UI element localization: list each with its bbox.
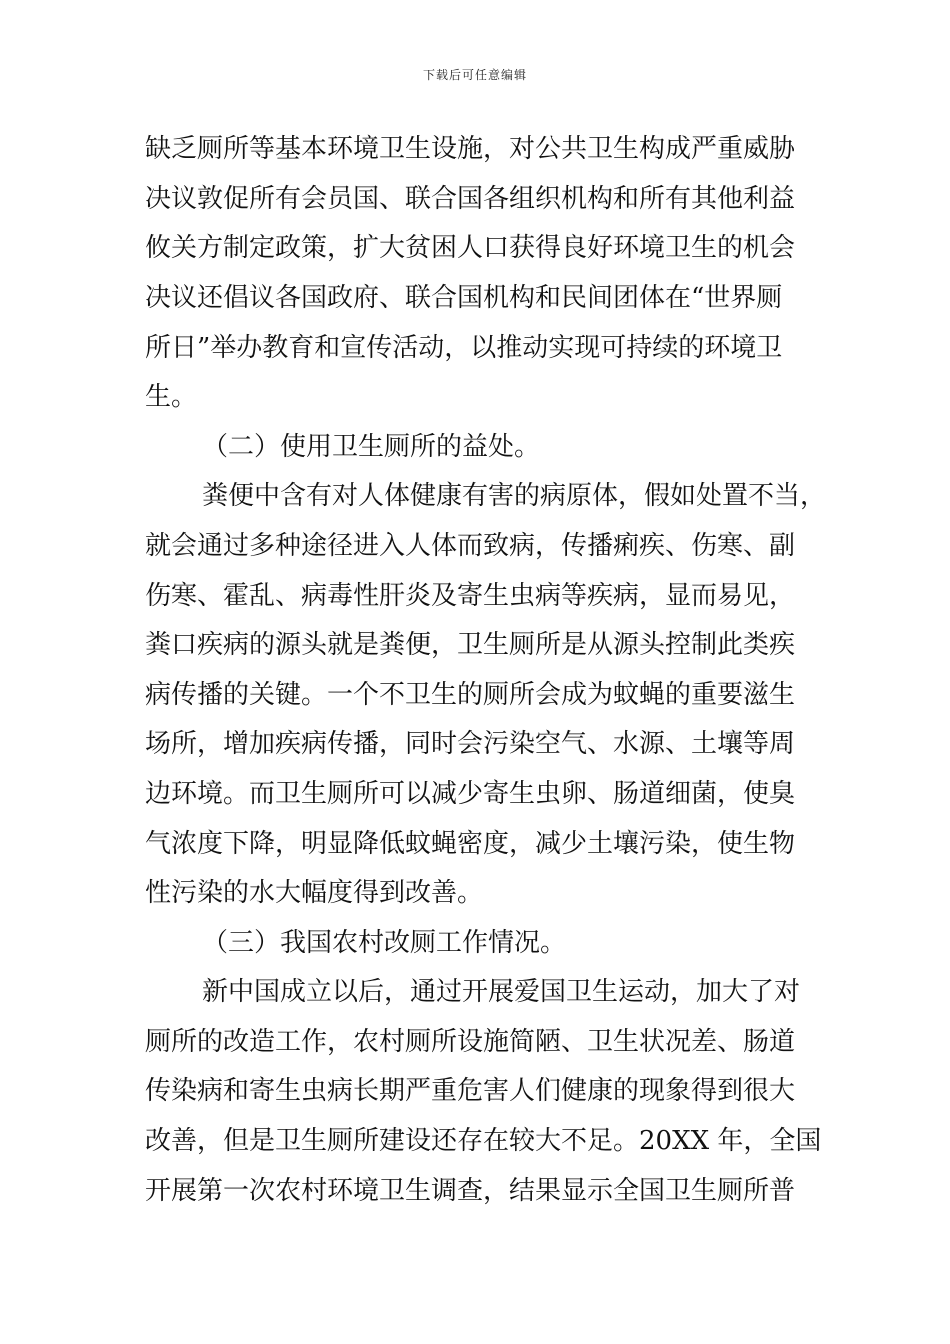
text-line: 决议敦促所有会员国、联合国各组织机构和所有其他利益 — [145, 184, 796, 214]
text-line: 病传播的关键。一个不卫生的厕所会成为蚊蝇的重要滋生 — [145, 680, 796, 710]
text-line: 所日”举办教育和宣传活动，以推动实现可持续的环境卫 — [145, 333, 783, 363]
section-heading: （二）使用卫生厕所的益处。 — [202, 432, 541, 462]
text-line: 缺乏厕所等基本环境卫生设施，对公共卫生构成严重威胁 — [145, 134, 796, 164]
page-header: 下载后可任意编辑 — [422, 68, 527, 82]
text-line: 粪口疾病的源头就是粪便，卫生厕所是从源头控制此类疾 — [145, 630, 796, 660]
text-line: 攸关方制定政策，扩大贫困人口获得良好环境卫生的机会 — [145, 233, 796, 263]
text-line: 边环境。而卫生厕所可以减少寄生虫卵、肠道细菌，使臭 — [145, 779, 796, 809]
paragraph-first-line: 新中国成立以后，通过开展爱国卫生运动，加大了对 — [202, 977, 801, 1007]
text-line: 生。 — [145, 382, 198, 412]
text-line: 就会通过多种途径进入人体而致病，传播痢疾、伤寒、副 — [145, 531, 796, 561]
text-line: 伤寒、霍乱、病毒性肝炎及寄生虫病等疾病，显而易见， — [145, 581, 796, 611]
text-line: 性污染的水大幅度得到改善。 — [145, 878, 484, 908]
text-line: 场所，增加疾病传播，同时会污染空气、水源、土壤等周 — [145, 729, 796, 759]
text-line: 气浓度下降，明显降低蚊蝇密度，减少土壤污染，使生物 — [145, 829, 796, 859]
text-line: 厕所的改造工作，农村厕所设施简陋、卫生状况差、肠道 — [145, 1027, 796, 1057]
section-heading: （三）我国农村改厕工作情况。 — [202, 928, 567, 958]
paragraph-first-line: 粪便中含有对人体健康有害的病原体，假如处置不当， — [202, 481, 827, 511]
text-line: 传染病和寄生虫病长期严重危害人们健康的现象得到很大 — [145, 1076, 796, 1106]
text-line: 决议还倡议各国政府、联合国机构和民间团体在“世界厕 — [145, 283, 783, 313]
text-line: 改善，但是卫生厕所建设还存在较大不足。20XX 年，全国 — [145, 1126, 822, 1156]
text-line: 开展第一次农村环境卫生调查，结果显示全国卫生厕所普 — [145, 1176, 796, 1206]
